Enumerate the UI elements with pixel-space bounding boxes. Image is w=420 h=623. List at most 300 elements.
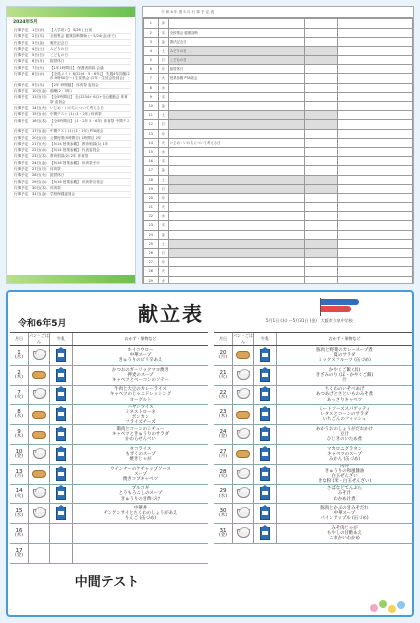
menu-info: 5月1日 (水) ～5月31日 (金) 大阪市立泉中学校 bbox=[266, 318, 353, 323]
schedule-cell bbox=[304, 175, 337, 184]
date-cell bbox=[214, 445, 233, 464]
schedule-cell bbox=[304, 19, 337, 28]
schedule-cell bbox=[304, 83, 337, 92]
dish-name: かやくご飯 (具) bbox=[328, 367, 361, 373]
schedule-row bbox=[144, 46, 413, 55]
dish-name: もずくのスープ bbox=[125, 451, 156, 457]
dishes-cell bbox=[73, 485, 208, 504]
dish-name: かわらせんべい bbox=[125, 437, 156, 443]
schedule-row bbox=[144, 175, 413, 184]
milk-carton-icon bbox=[260, 428, 270, 441]
day-of-week: (木) bbox=[14, 533, 23, 539]
column-header: 月日 パン・ごはん 牛乳 おかず・果物など bbox=[10, 332, 208, 346]
staple-cell bbox=[29, 485, 50, 504]
event-cell: 22日(水) bbox=[31, 147, 49, 153]
schedule-cell bbox=[337, 147, 412, 156]
schedule-cell bbox=[168, 19, 304, 28]
date-cell bbox=[214, 386, 233, 405]
event-cell: 28日(火) bbox=[31, 172, 49, 178]
dish-name: りんご (缶づめ) bbox=[124, 516, 157, 522]
event-cell: 【2年 時間割】 体育祭 委員会 bbox=[49, 82, 131, 88]
milk-carton-icon bbox=[56, 428, 66, 441]
school-events-page-right bbox=[142, 6, 414, 284]
schedule-cell bbox=[337, 157, 412, 166]
schedule-cell bbox=[337, 203, 412, 212]
schedule-row bbox=[144, 157, 413, 166]
schedule-row bbox=[144, 19, 413, 28]
schedule-cell: 26 bbox=[144, 249, 159, 258]
milk-cell bbox=[254, 524, 277, 543]
dish-name: 中華スープ bbox=[333, 511, 356, 517]
event-cell: 行事予定 bbox=[13, 71, 31, 82]
dish-name: スープ bbox=[134, 471, 147, 477]
day-number: 20 bbox=[219, 349, 227, 356]
event-cell: 2日(木) bbox=[31, 33, 49, 39]
rice-bowl-icon bbox=[237, 390, 250, 399]
milk-cell bbox=[50, 504, 73, 523]
dish-name: タコライス bbox=[129, 446, 152, 452]
schedule-cell: 25 bbox=[144, 239, 159, 248]
schedule-cell: 金 bbox=[158, 230, 168, 239]
event-cell: 振替休日 bbox=[49, 172, 131, 178]
schedule-cell: 6 bbox=[144, 65, 159, 74]
dish-name: あっさりキャベツ bbox=[326, 397, 363, 403]
date-cell bbox=[10, 346, 29, 365]
bread-icon bbox=[32, 371, 46, 379]
dish-name: みかん (缶づめ) bbox=[328, 456, 361, 462]
menu-row bbox=[214, 524, 412, 544]
schedule-cell: 21 bbox=[144, 203, 159, 212]
event-cell: 行事予定 bbox=[13, 128, 31, 134]
rice-bowl-icon bbox=[237, 489, 250, 498]
date-cell bbox=[10, 465, 29, 484]
staple-cell bbox=[29, 425, 50, 444]
schedule-cell: 全校集会 健康診断 bbox=[168, 28, 304, 37]
event-row bbox=[13, 71, 131, 82]
bread-icon bbox=[32, 470, 46, 478]
schedule-cell: 水 bbox=[158, 212, 168, 221]
dish-name: かつおのガーリックマヨ焼き bbox=[112, 367, 169, 373]
menu-era: 令和6年5月 bbox=[18, 319, 67, 329]
milk-cell bbox=[254, 405, 277, 424]
day-number: 21 bbox=[219, 369, 227, 376]
day-number: 17 bbox=[15, 547, 23, 554]
day-number: 2 bbox=[17, 369, 21, 376]
schedule-cell bbox=[337, 175, 412, 184]
schedule-cell bbox=[304, 166, 337, 175]
milk-carton-icon bbox=[56, 408, 66, 421]
day-number: 28 bbox=[219, 468, 227, 475]
schedule-cell: 3 bbox=[144, 37, 159, 46]
schedule-cell bbox=[304, 230, 337, 239]
event-cell: 行事予定 bbox=[13, 52, 31, 58]
schedule-cell bbox=[304, 74, 337, 83]
day-of-week: (木) bbox=[218, 513, 227, 519]
schedule-cell: 16 bbox=[144, 157, 159, 166]
schedule-cell: 8 bbox=[144, 83, 159, 92]
midterm-exam-label: 中間テスト bbox=[74, 574, 140, 590]
event-cell: 行事予定 bbox=[13, 94, 31, 105]
schedule-cell bbox=[304, 37, 337, 46]
schedule-row bbox=[144, 74, 413, 83]
dishes-cell bbox=[73, 425, 208, 444]
event-cell: 行事予定 bbox=[13, 172, 31, 178]
schedule-row bbox=[144, 138, 413, 147]
schedule-cell bbox=[304, 193, 337, 202]
staple-cell bbox=[233, 386, 254, 405]
schedule-cell: 日 bbox=[158, 249, 168, 258]
event-cell: 行事予定 bbox=[13, 179, 31, 185]
schedule-row bbox=[144, 203, 413, 212]
schedule-cell bbox=[304, 111, 337, 120]
schedule-cell: 水 bbox=[158, 147, 168, 156]
menu-row bbox=[214, 485, 412, 505]
milk-carton-icon bbox=[260, 487, 270, 500]
menu-row bbox=[214, 504, 412, 524]
left-events-table bbox=[13, 27, 131, 198]
schedule-row bbox=[144, 92, 413, 101]
bread-icon bbox=[32, 411, 46, 419]
schedule-cell: 金 bbox=[158, 102, 168, 111]
milk-carton-icon bbox=[56, 369, 66, 382]
event-cell: 【5/16 授業参観】 体育祭予行 bbox=[49, 160, 131, 166]
dish-name: ミネストローネ bbox=[125, 409, 156, 415]
staple-cell bbox=[233, 465, 254, 484]
staple-cell bbox=[233, 524, 254, 543]
dish-name: ミックスフルーツ (缶づめ) bbox=[318, 357, 371, 363]
day-number: 27 bbox=[219, 448, 227, 455]
schedule-cell bbox=[304, 258, 337, 267]
event-cell: 27日(月) bbox=[31, 166, 49, 172]
menu-title: 献立表 bbox=[138, 302, 204, 326]
dish-name: キャベツときゅうりのサラダ bbox=[111, 432, 170, 438]
day-number: 13 bbox=[15, 468, 23, 475]
dishes-cell bbox=[73, 465, 208, 484]
schedule-cell: いじめ・いのちについて考える日 bbox=[168, 138, 304, 147]
date-cell bbox=[10, 544, 29, 563]
schedule-cell bbox=[304, 157, 337, 166]
event-cell: 憲法記念日 bbox=[49, 40, 131, 46]
schedule-cell: 木 bbox=[158, 28, 168, 37]
dish-name: あかうおのしょうがだれかけ bbox=[315, 426, 374, 432]
schedule-cell bbox=[168, 230, 304, 239]
event-cell: 教育相談(2) 2年 体育祭 bbox=[49, 153, 131, 159]
schedule-cell bbox=[304, 102, 337, 111]
milk-cell bbox=[254, 366, 277, 385]
milk-carton-icon bbox=[56, 487, 66, 500]
dish-name: 中華スープ bbox=[129, 352, 152, 358]
milk-cell bbox=[50, 346, 73, 365]
schedule-cell: 金 bbox=[158, 37, 168, 46]
day-of-week: (木) bbox=[14, 434, 23, 440]
staple-cell bbox=[29, 386, 50, 405]
rice-bowl-icon bbox=[237, 529, 250, 538]
schedule-row bbox=[144, 37, 413, 46]
schedule-cell bbox=[337, 102, 412, 111]
milk-cell bbox=[50, 386, 73, 405]
event-cell: 行事予定 bbox=[13, 27, 31, 33]
schedule-cell: 月 bbox=[158, 129, 168, 138]
schedule-cell: 土 bbox=[158, 239, 168, 248]
dish-name: 豚肉とかぶの甘みそだれ bbox=[320, 506, 369, 512]
schedule-cell bbox=[168, 175, 304, 184]
day-of-week: (水) bbox=[14, 414, 23, 420]
menu-row bbox=[214, 386, 412, 406]
date-cell bbox=[214, 524, 233, 543]
event-cell: 【全員メイト 8/22(4・5・6年)】 先週4年同様(2年:9時50分～) 生徒集会 (1年・生徒会役員会) bbox=[50, 72, 130, 81]
day-of-week: (水) bbox=[14, 354, 23, 360]
schedule-cell bbox=[304, 65, 337, 74]
dishes-cell bbox=[73, 366, 208, 385]
dish-name: ちくわのいそべあげ bbox=[324, 387, 365, 393]
dish-name: フライズチーズ bbox=[125, 419, 156, 425]
day-number: 8 bbox=[17, 409, 21, 416]
schedule-cell: 17 bbox=[144, 166, 159, 175]
schedule-cell: 月 bbox=[158, 258, 168, 267]
milk-carton-icon bbox=[56, 448, 66, 461]
schedule-cell bbox=[304, 138, 337, 147]
schedule-cell bbox=[304, 129, 337, 138]
event-cell: 行事予定 bbox=[13, 105, 31, 111]
event-cell: 行事予定 bbox=[13, 33, 31, 39]
schedule-cell bbox=[168, 166, 304, 175]
schedule-cell bbox=[337, 83, 412, 92]
menu-row bbox=[10, 524, 208, 544]
event-cell: 17日(金) bbox=[31, 128, 49, 134]
schedule-cell bbox=[337, 37, 412, 46]
event-cell: 23日(木) bbox=[31, 153, 49, 159]
milk-cell bbox=[254, 485, 277, 504]
milk-cell bbox=[50, 465, 73, 484]
day-number: 30 bbox=[219, 508, 227, 515]
schedule-cell bbox=[304, 203, 337, 212]
rice-bowl-icon bbox=[33, 450, 46, 459]
schedule-cell bbox=[337, 267, 412, 276]
day-number: 24 bbox=[219, 429, 227, 436]
schedule-cell: 火 bbox=[158, 138, 168, 147]
schedule-cell: 水 bbox=[158, 276, 168, 284]
schedule-row bbox=[144, 267, 413, 276]
dish-name: 押麦のスープ bbox=[127, 372, 154, 378]
dishes-cell bbox=[277, 504, 412, 523]
schedule-cell bbox=[168, 83, 304, 92]
dish-name: きゅうりの甘酢づけ bbox=[120, 496, 161, 502]
milk-carton-icon bbox=[56, 349, 66, 362]
day-of-week: (火) bbox=[218, 473, 227, 479]
dish-name: 肉丼 bbox=[340, 464, 349, 470]
schedule-cell: 木 bbox=[158, 221, 168, 230]
schedule-cell bbox=[337, 129, 412, 138]
dish-name: 牛肉と大豆のカレーライス bbox=[114, 387, 167, 393]
rice-bowl-icon bbox=[237, 470, 250, 479]
schedule-cell bbox=[304, 56, 337, 65]
schedule-row bbox=[144, 166, 413, 175]
schedule-cell: 木 bbox=[158, 92, 168, 101]
staple-cell bbox=[29, 445, 50, 464]
menu-row bbox=[10, 504, 208, 524]
schedule-cell: 13 bbox=[144, 129, 159, 138]
schedule-cell bbox=[337, 239, 412, 248]
dish-name: 焼きコブキャベツ bbox=[123, 476, 158, 482]
day-of-week: (木) bbox=[218, 414, 227, 420]
schedule-cell bbox=[168, 111, 304, 120]
day-number: 31 bbox=[219, 528, 227, 535]
staple-cell bbox=[233, 485, 254, 504]
milk-cell bbox=[50, 425, 73, 444]
event-cell: 【5/14 授業参観】 教育相談(1) 1年 bbox=[49, 141, 131, 147]
right-page-title: 令 和 6 年 度 5 月 行 事 予 定 表 bbox=[143, 7, 413, 18]
schedule-cell: 29 bbox=[144, 276, 159, 284]
date-cell bbox=[10, 425, 29, 444]
event-cell: 14日(火) bbox=[31, 105, 49, 111]
schedule-cell bbox=[304, 239, 337, 248]
menu-column-left bbox=[10, 332, 208, 564]
rice-bowl-icon bbox=[33, 390, 46, 399]
event-cell: 行事予定 bbox=[13, 135, 31, 141]
dishes-cell bbox=[277, 524, 412, 543]
event-cell: 中間テスト(1) (1・2年) PTA総会 bbox=[49, 128, 131, 134]
dish-name: いちごんのフィッシュ bbox=[322, 417, 367, 423]
day-of-week: (水) bbox=[14, 513, 23, 519]
schedule-cell: 月 bbox=[158, 193, 168, 202]
dish-name: チンゲンサイとちくわのしょうがあえ bbox=[103, 511, 178, 517]
milk-cell bbox=[50, 445, 73, 464]
schedule-cell bbox=[168, 193, 304, 202]
schedule-cell bbox=[304, 28, 337, 37]
milk-cell bbox=[254, 504, 277, 523]
schedule-row bbox=[144, 111, 413, 120]
schedule-row bbox=[144, 249, 413, 258]
dish-name: きゅうりの和風醤油 bbox=[324, 469, 365, 475]
schedule-cell: 金 bbox=[158, 166, 168, 175]
schedule-row bbox=[144, 230, 413, 239]
event-cell: 行事予定 bbox=[13, 82, 31, 88]
schedule-cell bbox=[337, 120, 412, 129]
rice-bowl-icon bbox=[237, 430, 250, 439]
milk-carton-icon bbox=[260, 388, 270, 401]
event-cell: 【全5時間目】 (1・2年 5・6年) 体育祭 中間テスト bbox=[50, 118, 130, 127]
menu-column-right bbox=[214, 332, 412, 544]
dish-name: ひじきのいため煮 bbox=[326, 437, 363, 443]
dish-name: ポンカン bbox=[131, 414, 150, 420]
staple-cell bbox=[29, 346, 50, 365]
lunch-menu-panel bbox=[6, 290, 414, 617]
event-cell: 【5/14 授業参観】 代表委員会 bbox=[49, 147, 131, 153]
schedule-cell bbox=[304, 46, 337, 55]
milk-carton-icon bbox=[260, 369, 270, 382]
schedule-cell bbox=[337, 166, 412, 175]
schedule-cell: 14 bbox=[144, 138, 159, 147]
milk-cell bbox=[50, 366, 73, 385]
staple-cell bbox=[29, 544, 50, 563]
schedule-cell: こどもの日 bbox=[168, 56, 304, 65]
milk-carton-icon bbox=[260, 448, 270, 461]
dish-name: ホイコウロー bbox=[127, 347, 154, 353]
milk-carton-icon bbox=[56, 468, 66, 481]
bread-icon bbox=[236, 351, 250, 359]
staple-cell bbox=[29, 465, 50, 484]
schedule-cell bbox=[337, 19, 412, 28]
schedule-row bbox=[144, 102, 413, 111]
schedule-row bbox=[144, 28, 413, 37]
dish-name: さばなどてんぷら bbox=[326, 486, 363, 492]
schedule-cell bbox=[337, 46, 412, 55]
schedule-cell bbox=[168, 129, 304, 138]
schedule-cell bbox=[168, 221, 304, 230]
dish-name: 豆汁 bbox=[340, 432, 349, 438]
bread-icon bbox=[236, 450, 250, 458]
schedule-cell: 火 bbox=[158, 267, 168, 276]
event-cell: 行事予定 bbox=[13, 191, 31, 197]
menu-row bbox=[214, 405, 412, 425]
event-cell: 29日(水) bbox=[31, 179, 49, 185]
dish-name: 白玉ぜんざい bbox=[331, 474, 358, 480]
schedule-cell: 9 bbox=[144, 92, 159, 101]
event-cell: 行事予定 bbox=[13, 153, 31, 159]
day-number: 7 bbox=[17, 389, 21, 396]
event-cell: 行事予定 bbox=[13, 166, 31, 172]
event-cell: 行事予定 bbox=[13, 118, 31, 129]
event-cell: 学校保健委員会 bbox=[49, 191, 131, 197]
schedule-cell bbox=[337, 258, 412, 267]
schedule-cell bbox=[337, 65, 412, 74]
schedule-cell bbox=[337, 92, 412, 101]
dishes-cell bbox=[73, 524, 208, 543]
dish-name: きざみのり (ほ・かやくご飯) bbox=[315, 372, 374, 378]
day-number: 14 bbox=[15, 488, 23, 495]
schedule-cell bbox=[337, 56, 412, 65]
dish-name: みそ汁 bbox=[337, 491, 352, 497]
schedule-cell bbox=[337, 111, 412, 120]
schedule-cell bbox=[168, 120, 304, 129]
milk-carton-icon bbox=[260, 468, 270, 481]
dish-name: ヨーグルト bbox=[129, 397, 152, 403]
event-cell: 行事予定 bbox=[13, 160, 31, 166]
menu-row bbox=[10, 346, 208, 366]
dishes-cell bbox=[277, 485, 412, 504]
day-of-week: (金) bbox=[14, 552, 23, 558]
staple-cell bbox=[29, 524, 50, 543]
date-cell bbox=[10, 445, 29, 464]
schedule-cell bbox=[337, 28, 412, 37]
schedule-row bbox=[144, 212, 413, 221]
schedule-cell: 月 bbox=[158, 65, 168, 74]
staple-cell bbox=[233, 425, 254, 444]
schedule-cell bbox=[304, 147, 337, 156]
staple-cell bbox=[233, 346, 254, 365]
schedule-cell bbox=[168, 212, 304, 221]
dish-name: ハヤシライス bbox=[127, 405, 154, 410]
date-cell bbox=[10, 405, 29, 424]
day-number: 15 bbox=[15, 508, 23, 515]
carp-streamer-icon bbox=[316, 298, 376, 314]
event-cell: 9日(木) bbox=[31, 82, 49, 88]
bread-icon bbox=[236, 411, 250, 419]
menu-header bbox=[8, 292, 412, 332]
menu-row bbox=[10, 405, 208, 425]
event-cell: 体育祭 bbox=[49, 185, 131, 191]
schedule-cell: 15 bbox=[144, 147, 159, 156]
event-cell: みどりの日 bbox=[49, 46, 131, 52]
schedule-row bbox=[144, 120, 413, 129]
schedule-cell: 27 bbox=[144, 258, 159, 267]
schedule-cell: 10 bbox=[144, 102, 159, 111]
day-number: 10 bbox=[15, 448, 23, 455]
schedule-cell: 振替休日 bbox=[168, 65, 304, 74]
event-cell: 13日(月) bbox=[31, 94, 49, 105]
milk-carton-icon bbox=[260, 527, 270, 540]
bottom-stripe bbox=[7, 275, 135, 283]
